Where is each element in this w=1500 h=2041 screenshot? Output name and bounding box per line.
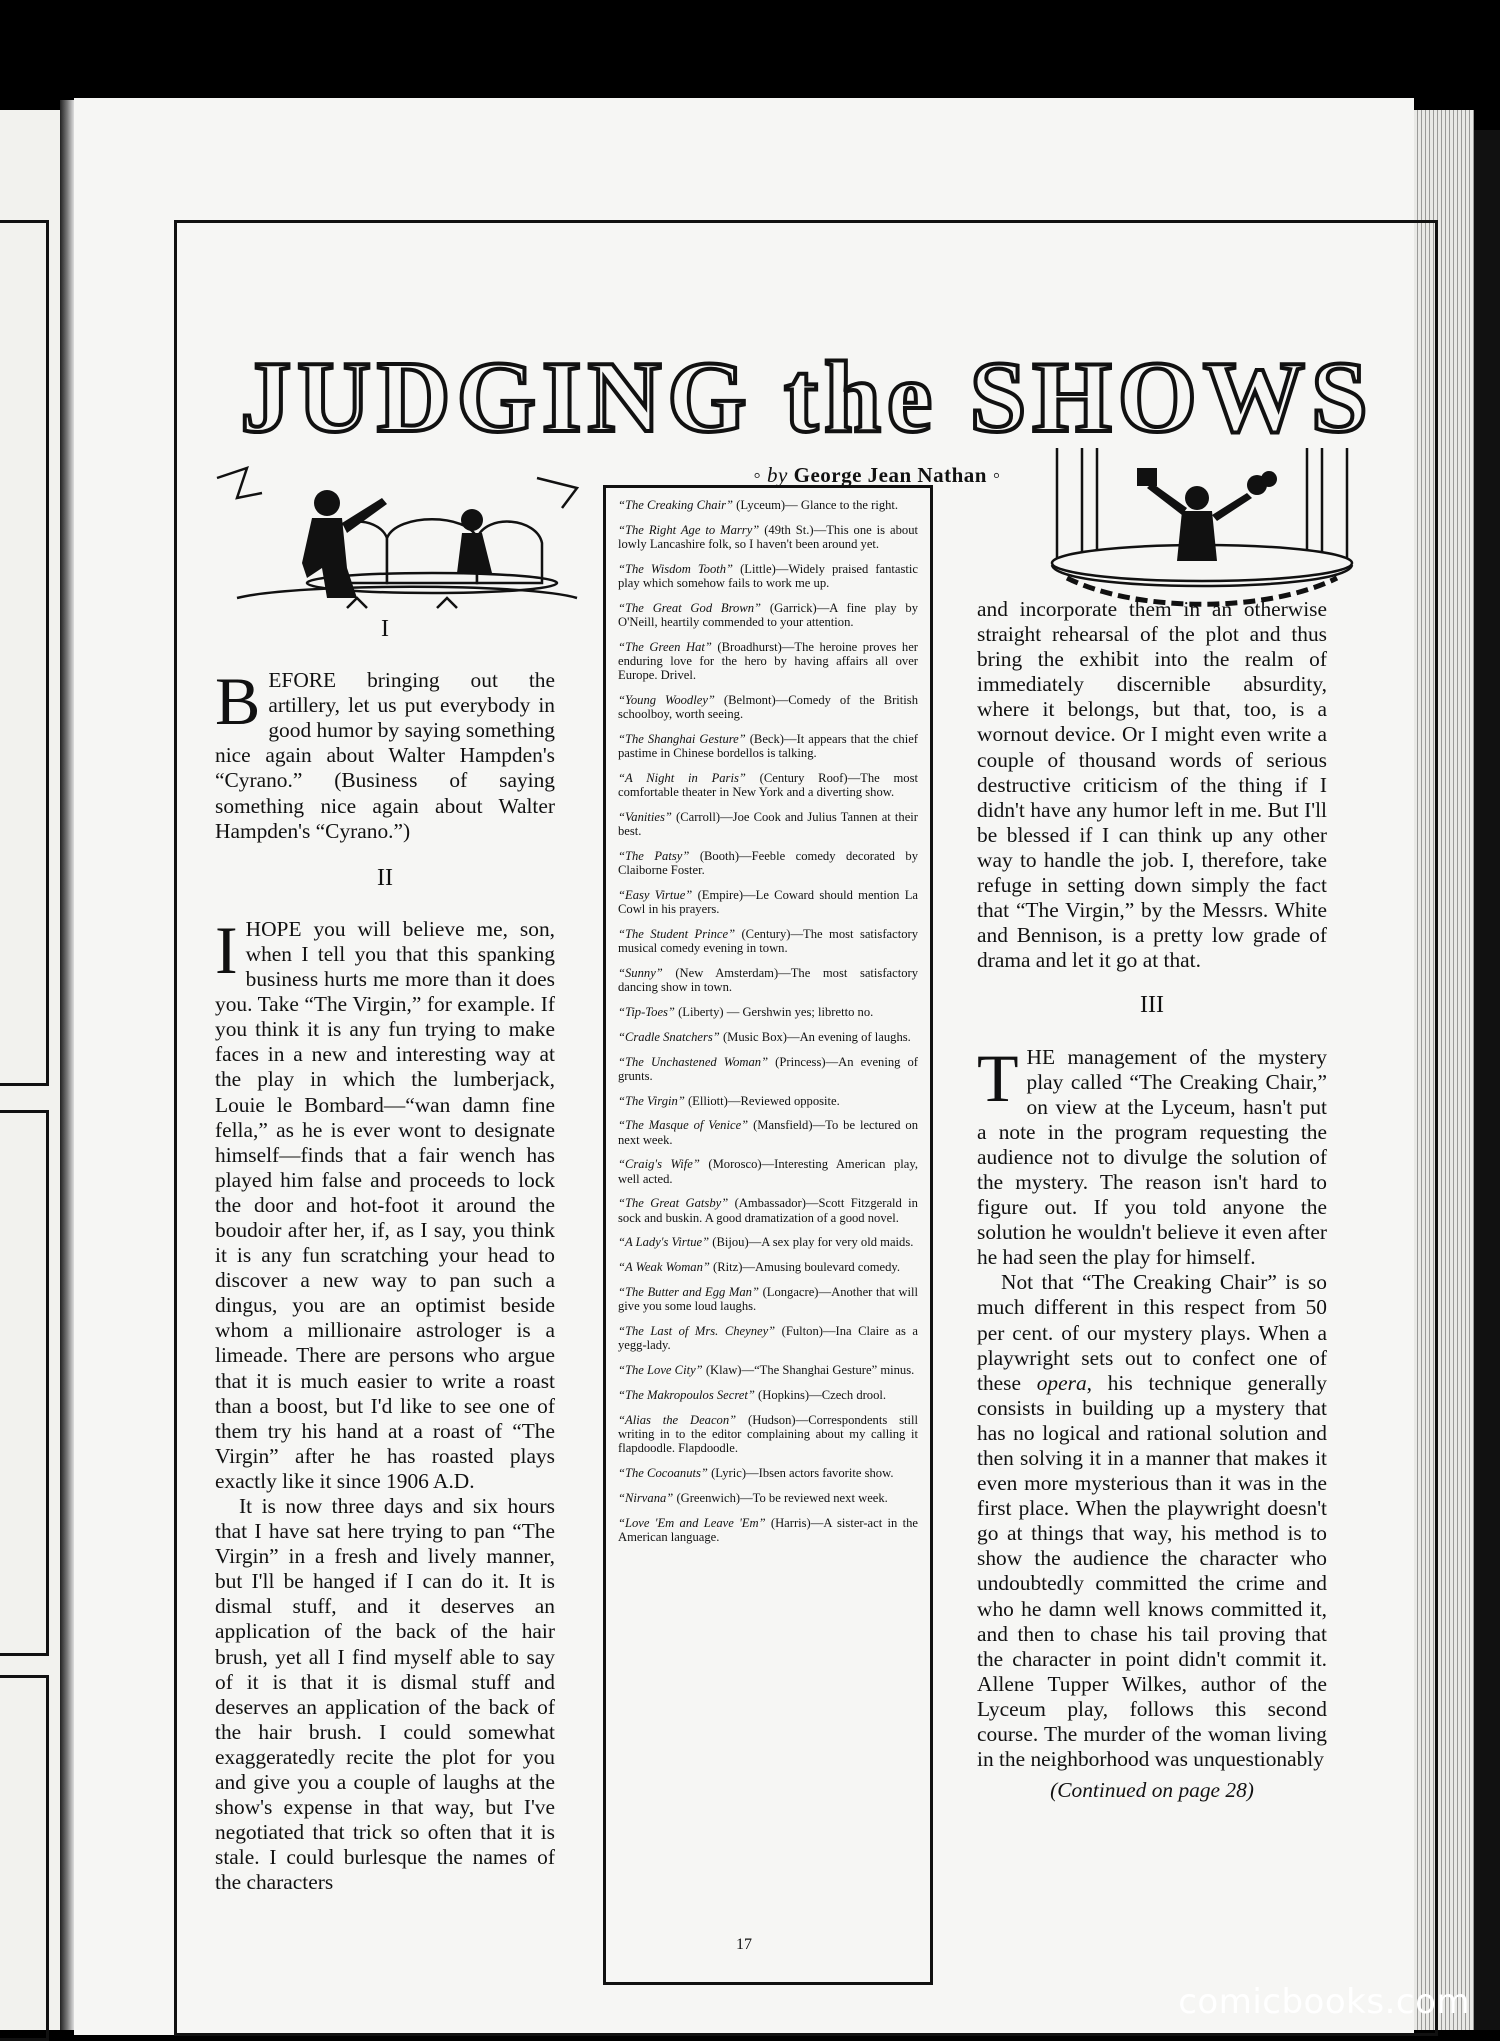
show-comment: (Harris)—A sister-act in the American language.	[618, 1515, 918, 1544]
section-3-paragraph	[977, 1270, 1327, 1772]
show-title: “The Great God Brown”	[618, 600, 762, 615]
show-listings-box	[603, 485, 933, 1985]
show-title: “Young Woodley”	[618, 692, 715, 707]
show-listing	[618, 771, 918, 799]
show-comment: (Carroll)—Joe Cook and Julius Tannen at their best.	[618, 809, 918, 838]
theater-box-illustration	[1037, 443, 1367, 618]
article-frame	[174, 220, 1438, 2036]
show-comment: (Greenwich)—To be reviewed next week.	[673, 1490, 888, 1505]
show-comment: (Ambassador)—Scott Fitzgerald in sock and buskin. A good dramatization of a good novel.	[618, 1196, 918, 1225]
byline-ornament: ◦	[992, 463, 1001, 487]
section-3-paragraph	[977, 1039, 1327, 1271]
section-2-paragraph: and incorporate them in an otherwise straight rehearsal of the plot and thus bring the exhibit into the realm of immediately discernible absurdity, where it belongs, but that, too, is a wornout device. Or I might even write a couple of thousand words of serious destructive criticism of the thing if I didn't have any humor left in me. But I'll be blessed if I can think up any other way to handle the job. I, therefore, take refuge in setting down simply the fact that “The Virgin,” by the Messrs. White and Bennison, is a pretty low grade of drama and let it go at that.	[977, 597, 1327, 973]
show-title: “Craig's Wife”	[618, 1157, 700, 1172]
show-title: “Alias the Deacon”	[618, 1412, 737, 1427]
show-listing	[618, 1030, 918, 1044]
lead-word: EFORE	[268, 668, 337, 693]
page-number: 17	[736, 1936, 752, 1953]
article-title	[207, 333, 1407, 453]
right-column	[977, 597, 1327, 1803]
show-comment: (Broadhurst)—The heroine proves her enduring love for the hero by having affairs all over Europe. Drivel.	[618, 639, 919, 683]
show-listing	[618, 1055, 918, 1083]
left-page-edge	[0, 110, 60, 2030]
show-listing	[618, 1260, 918, 1274]
show-title: “The Makropoulos Secret”	[618, 1388, 755, 1403]
show-listing	[618, 1005, 918, 1019]
show-comment: (Longacre)—Another that will give you some loud laughs.	[618, 1285, 919, 1314]
continued-note: (Continued on page 28)	[1050, 1778, 1254, 1803]
show-comment: (Lyceum)— Glance to the right.	[733, 498, 899, 512]
show-comment: (Century)—The most satisfactory musical comedy evening in town.	[618, 926, 918, 955]
show-comment: (Century Roof)—The most comfortable theater in New York and a diverting show.	[618, 770, 919, 799]
section-1-paragraph	[215, 663, 555, 844]
show-title: “The Wisdom Tooth”	[618, 561, 734, 576]
show-comment: (New Amsterdam)—The most satisfactory dancing show in town.	[618, 965, 918, 994]
show-title: “The Last of Mrs. Cheyney”	[618, 1324, 776, 1339]
drop-cap: T	[977, 1039, 1019, 1116]
section-numeral: I	[381, 616, 389, 642]
show-listing	[618, 1491, 918, 1505]
show-listing	[618, 1196, 918, 1224]
show-listing	[618, 1466, 918, 1480]
show-comment: (Liberty) — Gershwin yes; libretto no.	[674, 1004, 874, 1019]
show-title: “A Night in Paris”	[618, 770, 746, 785]
page-stack-shadow	[1474, 130, 1500, 2030]
show-title: “Nirvana”	[618, 1490, 674, 1505]
show-comment: (Ritz)—Amusing boulevard comedy.	[709, 1260, 901, 1275]
show-listing	[618, 966, 918, 994]
show-title: “The Masque of Venice”	[618, 1118, 749, 1133]
show-title: “The Patsy”	[618, 848, 690, 863]
show-comment: (Little)—Widely praised fantastic play which somehow fails to work me up.	[618, 561, 918, 590]
show-title: “Vanities”	[618, 809, 672, 824]
show-title: “Sunny”	[618, 965, 663, 980]
show-title: “The Shanghai Gesture”	[618, 731, 746, 746]
left-column	[215, 613, 555, 1896]
show-title: “The Right Age to Marry”	[618, 522, 760, 537]
show-title: “The Cocoanuts”	[618, 1466, 708, 1481]
show-title: “The Love City”	[618, 1363, 703, 1378]
show-listing	[618, 601, 918, 629]
title-text: JUDGING the SHOWS	[240, 341, 1374, 453]
show-listing	[618, 888, 918, 916]
show-title: “The Great Gatsby”	[618, 1196, 729, 1211]
show-comment: (Bijou)—A sex play for very old maids.	[709, 1235, 914, 1250]
show-comment: (49th St.)—This one is about lowly Lancashire folk, so I haven't been around yet.	[618, 522, 918, 551]
lead-word: HOPE	[245, 916, 302, 941]
show-listing	[618, 693, 918, 721]
show-comment: (Fulton)—Ina Claire as a yegg-lady.	[618, 1324, 918, 1353]
drop-cap: B	[215, 663, 261, 740]
show-listing	[618, 927, 918, 955]
show-comment: (Mansfield)—To be lectured on next week.	[618, 1118, 919, 1147]
italic-word: opera	[1036, 1370, 1087, 1395]
show-comment: (Morosco)—Interesting American play, well acted.	[618, 1157, 918, 1186]
show-listing	[618, 1516, 918, 1544]
paragraph-text: bringing out the artillery, let us put everybody in good humor by saying something nice again about Walter Hampden's “Cyrano.” (Business of saying something nice again about Walter Hampden's “Cyrano.”)	[215, 668, 555, 843]
show-listing	[618, 523, 918, 551]
magazine-page	[74, 98, 1414, 2035]
left-page-frame	[0, 1110, 49, 1656]
show-comment: (Hopkins)—Czech drool.	[754, 1388, 887, 1403]
show-listing	[618, 732, 918, 760]
paragraph-text: you will believe me, son, when I tell you that this spanking business hurts me more than it does you. Take “The Virgin,” for example. If you think it is any fun trying to make faces in a new and interesting way at the play in which the lumberjack, Louie le Bombard—“wan damn fine fella,” as he is ever wont to designate himself—finds that a fair wench has played him false and proceeds to lock the door and hot-foot it around the boudoir after her, if, as I say, you think it is any fun scratching your head to discover a new way to pan such a dingus, you are an optimist beside whom a millionaire astrologer is a limeade. There are persons who argue that it is much easier to write a roast than a boost, but I'd like to see one of them try his hand at a roast of “The Virgin” after he has roasted plays exactly like it since 1906 A.D.	[215, 916, 555, 1493]
show-listing	[618, 1235, 918, 1249]
left-page-frame	[0, 220, 49, 1086]
watermark: comicbooks.com	[1178, 1982, 1470, 2022]
show-title: “The Virgin”	[618, 1093, 685, 1108]
show-listing	[618, 1118, 918, 1146]
show-title: “The Creaking Chair”	[618, 498, 733, 512]
show-title: “Love 'Em and Leave 'Em”	[618, 1515, 766, 1530]
show-comment: (Booth)—Feeble comedy decorated by Claiborne Foster.	[618, 848, 918, 877]
show-comment: (Klaw)—“The Shanghai Gesture” minus.	[702, 1363, 915, 1378]
show-listing	[618, 1157, 918, 1185]
show-listing	[618, 1363, 918, 1377]
show-listing	[618, 1324, 918, 1352]
show-listing	[618, 1094, 918, 1108]
section-numeral: II	[377, 864, 393, 891]
byline-ornament: ◦	[753, 463, 768, 487]
show-listing	[618, 1388, 918, 1402]
drop-cap: I	[215, 911, 238, 988]
section-2-paragraph: It is now three days and six hours that I have sat here trying to pan “The Virgin” in a fresh and lively manner, but I'll be hanged if I can do it. It is dismal stuff, and it deserves an application of the back of the hair brush, yet all I find myself able to say of it is that it is dismal stuff and deserves an application of the back of the hair brush. I could somewhat exaggeratedly recite the plot for you and give you a couple of laughs at the show's expense in that way, but I've negotiated that trick so often that it is stale. I could burlesque the names of the characters	[215, 1494, 555, 1895]
show-title: “The Unchastened Woman”	[618, 1054, 769, 1069]
show-comment: (Belmont)—Comedy of the British schoolboy, worth seeing.	[618, 692, 918, 722]
lead-word: HE	[1026, 1044, 1056, 1069]
show-comment: (Lyric)—Ibsen actors favorite show.	[707, 1466, 894, 1481]
byline-prefix: by	[767, 463, 788, 487]
book-spine	[60, 100, 74, 2030]
show-listing	[618, 1413, 918, 1455]
show-title: “A Lady's Virtue”	[618, 1235, 710, 1250]
paragraph-text: , his technique generally consists in building up a mystery that has no logical and rational solution and then solving it in a manner that makes it even more mysterious than it was in the first place. When the playwright doesn't go at things that way, his method is to show the audience the character who undoubtedly committed the crime and who he damn well knows committed it, and then to chase his tail proving that the character in point didn't commit it. Allene Tupper Wilkes, author of the Lyceum play, follows this second course. The murder of the woman living in the neighborhood was unquestionably	[977, 1370, 1327, 1772]
show-comment: (Princess)—An evening of grunts.	[618, 1054, 919, 1083]
proposal-illustration	[207, 458, 607, 618]
show-comment: (Elliott)—Reviewed opposite.	[684, 1093, 840, 1108]
show-comment: (Beck)—It appears that the chief pastime in Chinese bordellos is talking.	[618, 731, 918, 760]
show-listing	[618, 498, 918, 512]
show-listing	[618, 562, 918, 590]
paragraph-text: management of the mystery play called “The Creaking Chair,” on view at the Lyceum, hasn't put a note in the program requesting the audience not to divulge the solution of the mystery. The reason isn't hard to figure out. If you told anyone the solution he wouldn't believe it even after he had seen the play for himself.	[977, 1044, 1327, 1270]
show-title: “The Student Prince”	[618, 926, 736, 941]
show-comment: (Hudson)—Correspondents still writing in to the editor complaining about my calling it flapdoodle. Flapdoodle.	[618, 1412, 918, 1456]
byline-author: George Jean Nathan	[793, 463, 987, 487]
section-2-paragraph	[215, 911, 555, 1494]
left-page-frame	[0, 1675, 49, 2041]
show-comment: (Garrick)—A fine play by O'Neill, heartily commended to your attention.	[618, 600, 918, 629]
show-listing	[618, 1285, 918, 1313]
show-comment: (Music Box)—An evening of laughs.	[719, 1029, 911, 1044]
show-title: “Cradle Snatchers”	[618, 1029, 720, 1044]
show-title: “A Weak Woman”	[618, 1260, 710, 1275]
show-listing	[618, 640, 918, 682]
section-numeral: III	[1140, 992, 1164, 1019]
show-title: “Tip-Toes”	[618, 1004, 675, 1019]
show-title: “The Butter and Egg Man”	[618, 1285, 759, 1300]
show-title: “Easy Virtue”	[618, 887, 693, 902]
show-listing	[618, 810, 918, 838]
paragraph-text: Not that “The Creaking Chair” is so much different in this respect from 50 per cent. of our mystery plays. When a playwright sets out to confect one of these	[977, 1270, 1327, 1395]
show-listing	[618, 849, 918, 877]
show-comment: (Empire)—Le Coward should mention La Cowl in his prayers.	[618, 887, 919, 916]
show-title: “The Green Hat”	[618, 639, 712, 654]
